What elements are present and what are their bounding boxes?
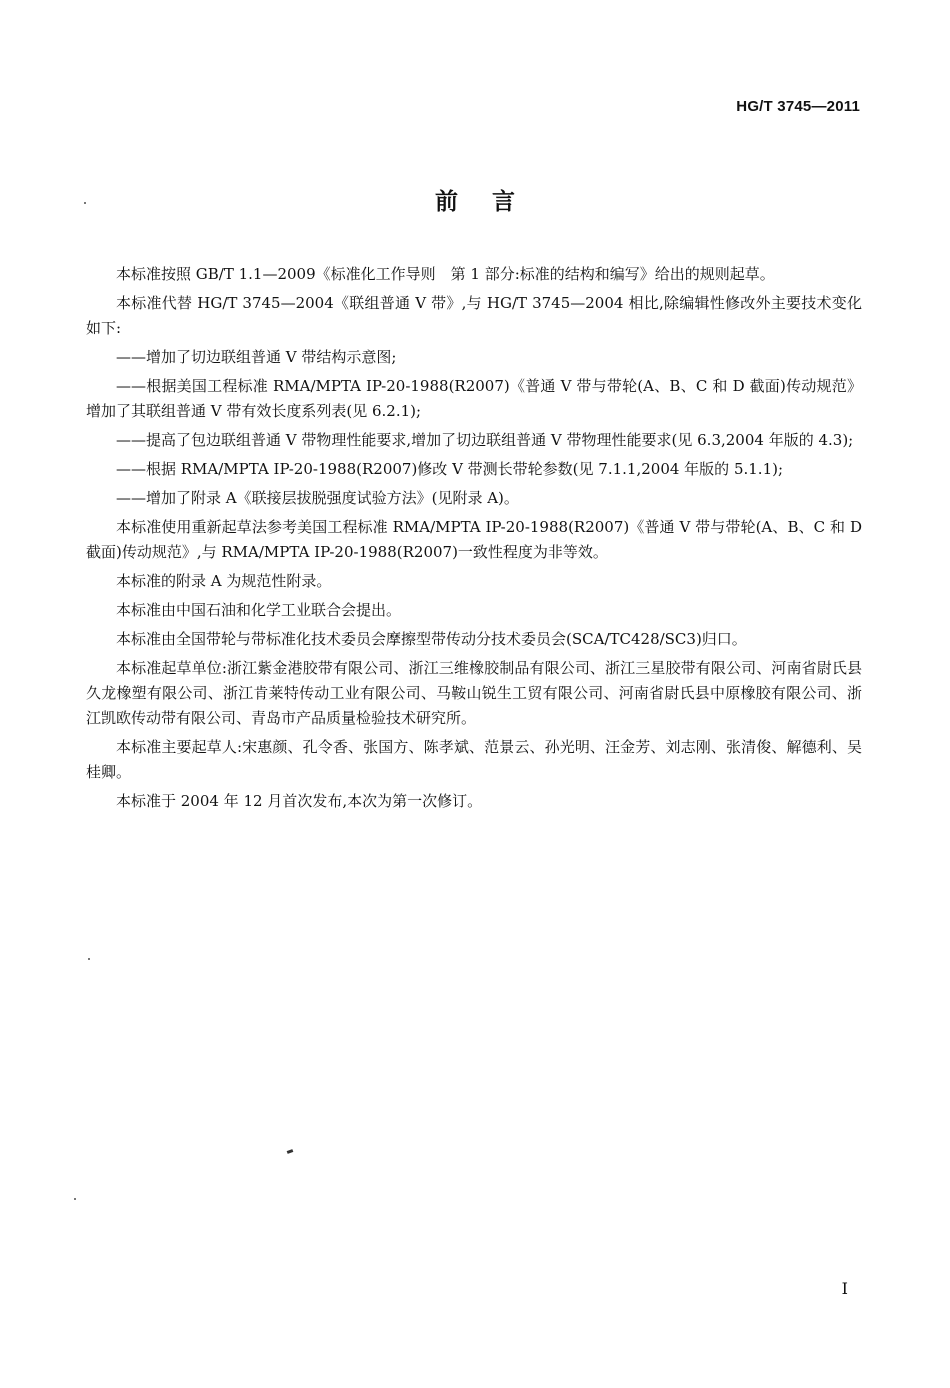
scan-speck	[74, 1198, 76, 1200]
paragraph: 本标准的附录 A 为规范性附录。	[116, 572, 332, 590]
paragraph: 本标准于 2004 年 12 月首次发布,本次为第一次修订。	[116, 792, 483, 810]
list-item: ——根据 RMA/MPTA IP-20-1988(R2007)修改 V 带测长带轮参数(见 7.1.1,2004 年版的 5.1.1);	[116, 460, 784, 478]
paragraph: 本标准起草单位:浙江紫金港胶带有限公司、浙江三维橡胶制品有限公司、浙江三星胶带有限公司、河南省尉氏县久龙橡塑有限公司、浙江肯莱特传动工业有限公司、马鞍山锐生工贸有限公司、河南省尉氏县中原橡胶有限公司、浙江凯欧传动带有限公司、青岛市产品质量检验技术研究所。	[86, 659, 862, 727]
list-item: ——根据美国工程标准 RMA/MPTA IP-20-1988(R2007)《普通 V 带与带轮(A、B、C 和 D 截面)传动规范》增加了其联组普通 V 带有效长度系列表(见 6.2.1);	[86, 377, 862, 420]
paragraph: 本标准主要起草人:宋惠颜、孔令香、张国方、陈孝斌、范景云、孙光明、汪金芳、刘志刚、张清俊、解德利、吴桂卿。	[86, 738, 862, 781]
scan-speck	[84, 202, 86, 204]
foreword-body	[86, 262, 862, 818]
list-item: ——提高了包边联组普通 V 带物理性能要求,增加了切边联组普通 V 带物理性能要求(见 6.3,2004 年版的 4.3);	[116, 431, 854, 449]
scan-mark	[287, 1149, 294, 1154]
scan-speck	[88, 958, 90, 960]
paragraph: 本标准使用重新起草法参考美国工程标准 RMA/MPTA IP-20-1988(R2007)《普通 V 带与带轮(A、B、C 和 D 截面)传动规范》,与 RMA/MPTA IP-20-1988(R2007)一致性程度为非等效。	[86, 518, 862, 561]
paragraph: 本标准由全国带轮与带标准化技术委员会摩擦型带传动分技术委员会(SCA/TC428/SC3)归口。	[116, 630, 747, 648]
page-number: I	[841, 1279, 848, 1298]
paragraph: 本标准代替 HG/T 3745—2004《联组普通 V 带》,与 HG/T 3745—2004 相比,除编辑性修改外主要技术变化如下:	[86, 294, 862, 337]
standard-code: HG/T 3745—2011	[736, 98, 860, 115]
page-title: 前言	[435, 189, 549, 215]
list-item: ——增加了切边联组普通 V 带结构示意图;	[116, 348, 397, 366]
paragraph: 本标准按照 GB/T 1.1—2009《标准化工作导则 第 1 部分:标准的结构和编写》给出的规则起草。	[116, 265, 775, 283]
paragraph: 本标准由中国石油和化学工业联合会提出。	[116, 601, 402, 619]
list-item: ——增加了附录 A《联接层拔脱强度试验方法》(见附录 A)。	[116, 489, 519, 507]
